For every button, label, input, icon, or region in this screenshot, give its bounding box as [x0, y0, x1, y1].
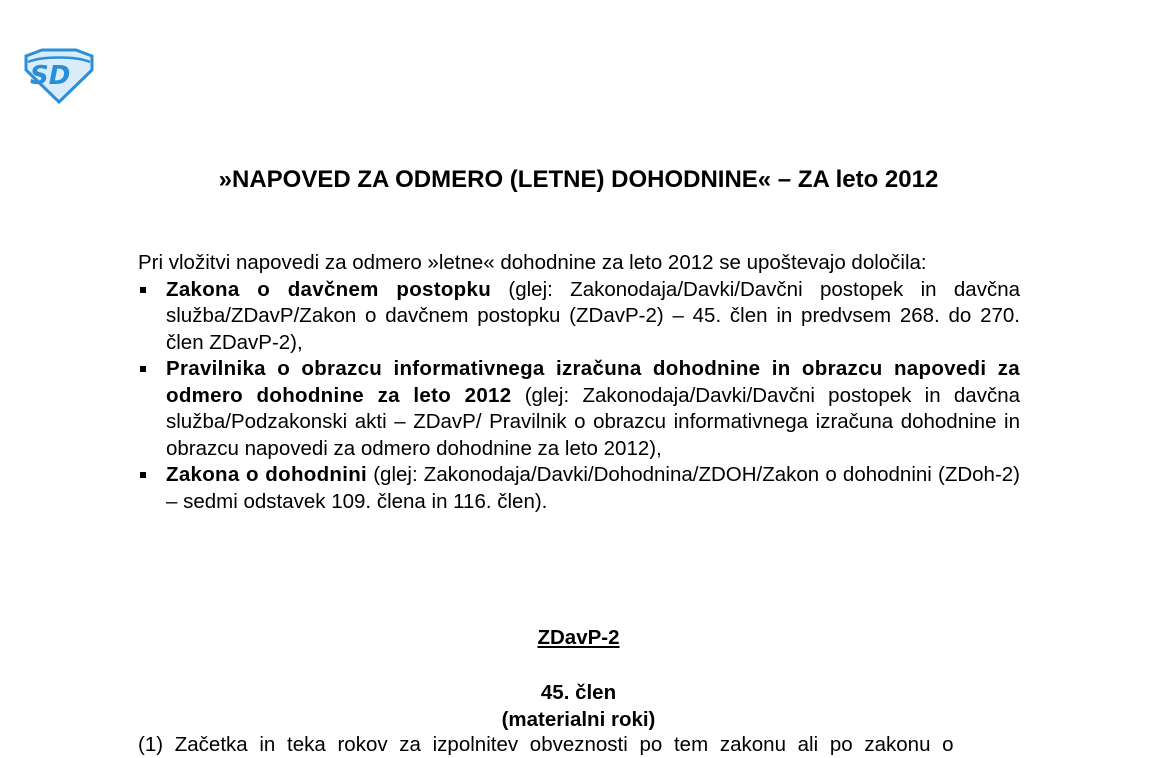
reference-path: (glej: Zakonodaja/Davki/Davčni postopek in davčna služba/Podzakonski akti – ZDavP/ Pravilnik o obrazcu informativnega izračuna dohodnine in obrazcu napovedi za odmero dohodnine za leto 2012), — [166, 383, 1020, 460]
list-item — [138, 356, 1020, 462]
document-body — [138, 250, 1020, 515]
intro-paragraph: Pri vložitvi napovedi za odmero »letne« dohodnine za leto 2012 se upoštevajo določila: — [138, 251, 927, 274]
reference-law-name: Pravilnika o obrazcu informativnega izračuna dohodnine in obrazcu napovedi za odmero dohodnine za leto 2012 — [166, 357, 1020, 407]
article-paragraph: (1) Začetka in teka rokov za izpolnitev obveznosti po tem zakonu ali po zakonu o — [138, 733, 954, 756]
bullet-icon — [140, 472, 146, 478]
page-title: »NAPOVED ZA ODMERO (LETNE) DOHODNINE« – ZA leto 2012 — [218, 166, 939, 193]
section-title: ZDavP-2 — [537, 626, 620, 649]
article-number: 45. člen — [540, 681, 617, 704]
reference-list — [138, 277, 1020, 516]
article-title: (materialni roki) — [501, 708, 656, 731]
list-item — [138, 462, 1020, 515]
bullet-icon — [140, 287, 146, 293]
list-item — [138, 277, 1020, 357]
sd-logo-icon — [22, 48, 96, 104]
reference-path: (glej: Zakonodaja/Davki/Davčni postopek in davčna služba/ZDavP/Zakon o davčnem postopku (ZDavP-2) – 45. člen in predvsem 268. do 270. člen ZDavP-2), — [166, 277, 1020, 354]
reference-law-name: Zakona o dohodnini — [166, 463, 368, 486]
bullet-icon — [140, 366, 146, 372]
article-heading — [0, 679, 1157, 733]
logo-letters: SD — [30, 61, 71, 91]
reference-path: (glej: Zakonodaja/Davki/Dohodnina/ZDOH/Zakon o dohodnini (ZDoh-2) – sedmi odstavek 109. člena in 116. člen). — [166, 463, 1020, 513]
reference-law-name: Zakona o davčnem postopku — [166, 277, 492, 301]
logo — [22, 48, 96, 104]
